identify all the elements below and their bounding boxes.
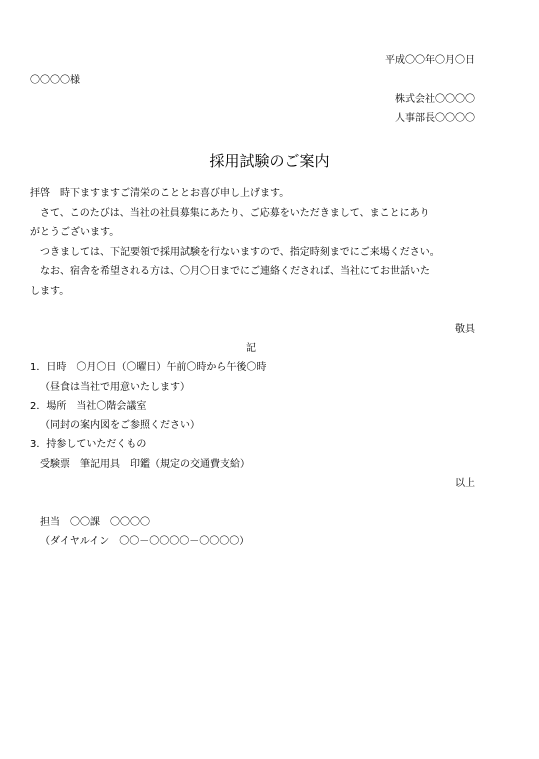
body-paragraph-3: つきましては、下記要領で採用試験を行ないますので、指定時刻までにご来場ください。 xyxy=(30,247,440,258)
letter-date: 平成〇〇年〇月〇日 xyxy=(385,55,475,66)
body-paragraph-2-line-2: がとうございます。 xyxy=(30,227,120,238)
item-belongings: 3．持参していただくもの xyxy=(30,439,147,450)
sender-company: 株式会社〇〇〇〇 xyxy=(395,94,475,105)
body-paragraph-4-line-2: します。 xyxy=(30,286,70,297)
item-place-note: （同封の案内図をご参照ください） xyxy=(40,420,200,431)
body-paragraph-2-line-1: さて、このたびは、当社の社員募集にあたり、ご応募をいただきまして、まことにあり xyxy=(30,208,430,219)
item-belongings-note: 受験票 筆記用具 印鑑（規定の交通費支給） xyxy=(40,459,250,470)
contact-phone: （ダイヤルイン 〇〇－〇〇〇〇－〇〇〇〇） xyxy=(40,536,250,547)
closing-keigu: 敬具 xyxy=(455,324,475,335)
item-datetime-note: （昼食は当社で用意いたします） xyxy=(40,382,190,393)
contact-person: 担当 〇〇課 〇〇〇〇 xyxy=(40,517,150,528)
greeting-paragraph: 拝啓 時下ますますご清栄のこととお喜び申し上げます。 xyxy=(30,188,290,199)
document-title: 採用試験のご案内 xyxy=(209,152,330,170)
body-paragraph-4-line-1: なお、宿舎を希望される方は、〇月〇日までにご連絡くだされば、当社にてお世話いた xyxy=(30,266,430,277)
end-ijou: 以上 xyxy=(455,478,475,489)
ki-heading: 記 xyxy=(246,343,256,354)
item-place: 2．場所 当社〇階会議室 xyxy=(30,401,147,412)
item-datetime: 1．日時 〇月〇日（〇曜日）午前〇時から午後〇時 xyxy=(30,362,267,373)
recipient-name: 〇〇〇〇様 xyxy=(30,75,80,86)
sender-person: 人事部長〇〇〇〇 xyxy=(395,113,475,124)
